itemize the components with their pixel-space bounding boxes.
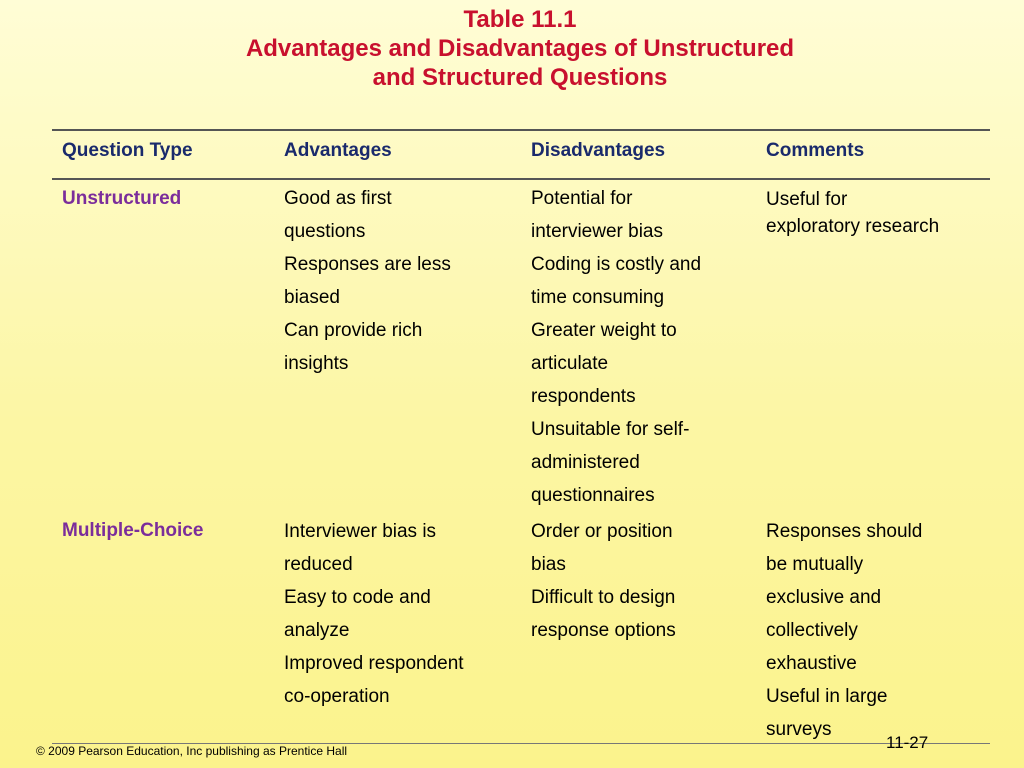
list-item: Unsuitable for self- — [531, 419, 690, 440]
list-item: questionnaires — [531, 485, 655, 506]
list-item: co-operation — [284, 686, 390, 707]
list-item: collectively — [766, 620, 858, 641]
row2-disadvantages — [531, 515, 676, 647]
list-item: questions — [284, 221, 366, 242]
list-item: Greater weight to — [531, 320, 677, 341]
list-item: interviewer bias — [531, 221, 663, 242]
header-advantages: Advantages — [284, 140, 392, 161]
list-item: Useful for — [766, 189, 848, 210]
list-item: biased — [284, 287, 340, 308]
table-number: Table 11.1 — [463, 6, 577, 33]
row-label-multiple-choice: Multiple-Choice — [62, 520, 204, 541]
list-item: reduced — [284, 554, 353, 575]
row1-disadvantages — [531, 182, 701, 512]
list-item: bias — [531, 554, 566, 575]
list-item: Difficult to design — [531, 587, 676, 608]
table-header-rule — [52, 178, 990, 180]
list-item: exploratory research — [766, 216, 940, 237]
list-item: Improved respondent — [284, 653, 464, 674]
header-disadvantages: Disadvantages — [531, 140, 666, 161]
list-item: articulate — [531, 353, 609, 374]
list-item: Easy to code and — [284, 587, 431, 608]
slide-title — [0, 5, 1024, 92]
list-item: insights — [284, 353, 349, 374]
list-item: Good as first — [284, 188, 392, 209]
list-item: respondents — [531, 386, 636, 407]
title-line-3: and Structured Questions — [372, 64, 668, 91]
title-line-2: Advantages and Disadvantages of Unstructured — [245, 35, 795, 62]
row1-advantages — [284, 182, 451, 380]
list-item: Order or position — [531, 521, 673, 542]
header-question-type: Question Type — [62, 140, 193, 161]
list-item: administered — [531, 452, 640, 473]
list-item: Useful in large — [766, 686, 888, 707]
list-item: Potential for — [531, 188, 633, 209]
row1-comments — [766, 186, 939, 240]
list-item: response options — [531, 620, 676, 641]
header-comments: Comments — [766, 140, 865, 161]
list-item: Interviewer bias is — [284, 521, 437, 542]
list-item: exhaustive — [766, 653, 857, 674]
list-item: be mutually — [766, 554, 864, 575]
list-item: Coding is costly and — [531, 254, 702, 275]
list-item: Responses are less — [284, 254, 451, 275]
table-top-rule — [52, 129, 990, 131]
copyright-notice: © 2009 Pearson Education, Inc publishing as Prentice Hall — [36, 744, 348, 758]
list-item: Can provide rich — [284, 320, 423, 341]
row-label-unstructured: Unstructured — [62, 188, 182, 209]
row2-comments — [766, 515, 922, 746]
list-item: analyze — [284, 620, 350, 641]
page-number: 11-27 — [886, 733, 929, 752]
list-item: Responses should — [766, 521, 923, 542]
row2-advantages — [284, 515, 464, 713]
list-item: time consuming — [531, 287, 665, 308]
list-item: exclusive and — [766, 587, 882, 608]
list-item: surveys — [766, 719, 832, 740]
